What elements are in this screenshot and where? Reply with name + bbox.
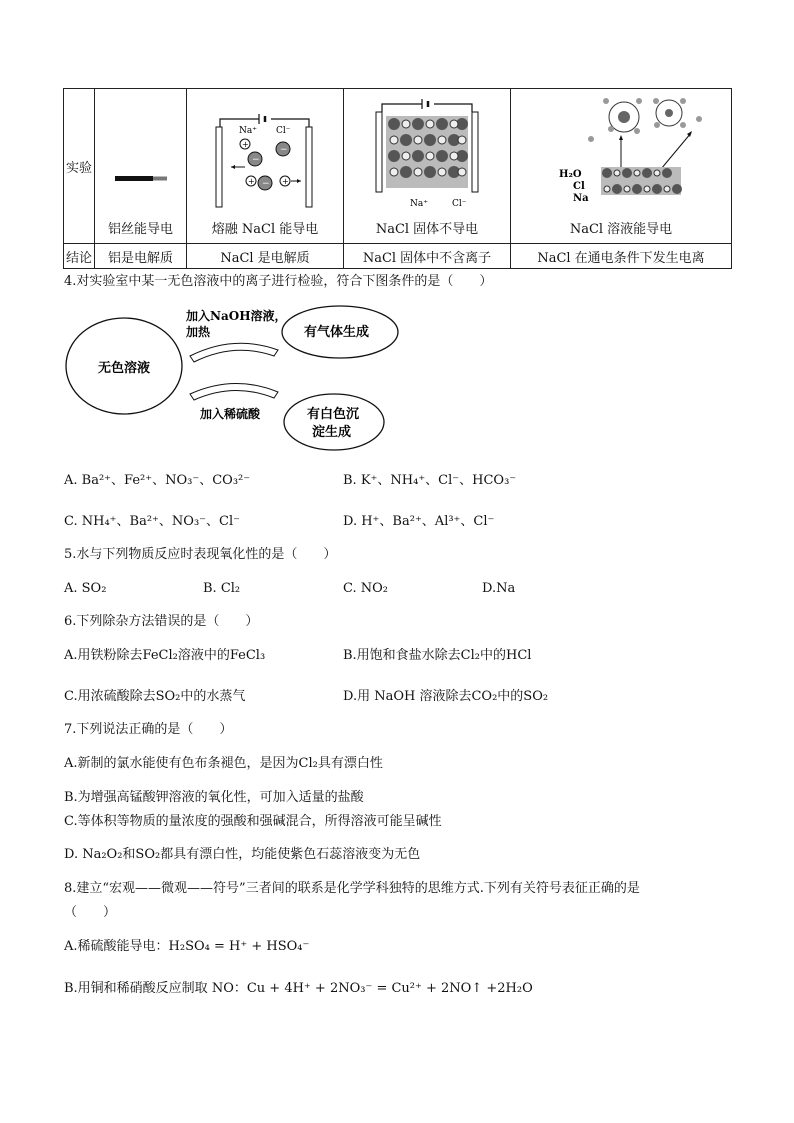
- h2o-label: H₂O: [559, 169, 582, 180]
- conclusion-4: NaCl 在通电条件下发生电离: [511, 244, 732, 269]
- q4-option-d: D. H⁺、Ba²⁺、Al³⁺、Cl⁻: [343, 514, 495, 529]
- na-label-2: Na: [573, 193, 589, 204]
- svg-text:+: +: [248, 177, 255, 186]
- q6-option-a: A.用铁粉除去FeCl₂溶液中的FeCl₃: [64, 648, 266, 663]
- conclusion-1: 铝是电解质: [95, 244, 187, 269]
- cl-minus-label: Cl⁻: [452, 199, 467, 209]
- q8-option-b: B.用铜和稀硝酸反应制取 NO：Cu + 4H⁺ + 2NO₃⁻ = Cu²⁺ + 2NO↑ +2H₂O: [64, 981, 533, 996]
- cl-label-2: Cl: [573, 181, 585, 192]
- experiment-table: [63, 88, 732, 269]
- q4-flow-diagram: [64, 298, 414, 458]
- arrow-upper: [190, 343, 278, 362]
- crystal-lattice: [386, 116, 468, 188]
- na-label: Na⁺: [239, 126, 257, 136]
- q4-option-b: B. K⁺、NH₄⁺、Cl⁻、HCO₃⁻: [343, 473, 517, 488]
- q7-option-b: B.为增强高锰酸钾溶液的氧化性，可加入适量的盐酸: [64, 790, 364, 805]
- result2-ellipse: [284, 394, 384, 450]
- solid-nacl-figure: [344, 96, 510, 214]
- q6-option-c: C.用浓硫酸除去SO₂中的水蒸气: [64, 689, 246, 704]
- solution-label: 无色溶液: [98, 361, 151, 376]
- row-label-conclusion: 结论: [64, 244, 95, 269]
- svg-text:+: +: [242, 140, 249, 149]
- q8-stem: 8.建立“宏观——微观——符号”三者间的联系是化学学科独特的思维方式.下列有关符号表征正确的是: [64, 881, 640, 896]
- nacl-solution-figure: [511, 89, 731, 214]
- caption-solution: NaCl 溶液能导电: [569, 222, 673, 237]
- svg-text:−: −: [262, 179, 270, 189]
- molten-nacl-figure: [187, 109, 343, 214]
- q7-stem: 7.下列说法正确的是（ ）: [64, 722, 233, 737]
- q5-stem: 5.水与下列物质反应时表现氧化性的是（ ）: [64, 547, 337, 562]
- q7-option-c: C.等体积等物质的量浓度的强酸和强碱混合，所得溶液可能呈碱性: [64, 814, 442, 829]
- cl-label: Cl⁻: [276, 126, 291, 136]
- arrow-lower: [190, 383, 278, 400]
- q6-option-d: D.用 NaOH 溶液除去CO₂中的SO₂: [343, 689, 549, 704]
- q7-option-a: A.新制的氯水能使有色布条褪色，是因为Cl₂具有漂白性: [64, 756, 383, 771]
- caption-solid: NaCl 固体不导电: [375, 222, 479, 237]
- q6-option-b: B.用饱和食盐水除去Cl₂中的HCl: [343, 648, 532, 663]
- q5-option-d: D.Na: [482, 581, 516, 596]
- na-plus-label: Na⁺: [410, 199, 428, 209]
- reagent2-label: 加入稀硫酸: [200, 407, 261, 421]
- result2-label-2: 淀生成: [312, 425, 352, 440]
- conclusion-3: NaCl 固体中不含离子: [344, 244, 511, 269]
- reagent1-label-2: 加热: [186, 325, 211, 339]
- q5-option-c: C. NO₂: [343, 581, 388, 596]
- q6-stem: 6.下列除杂方法错误的是（ ）: [64, 614, 259, 629]
- reagent1-label-1: 加入NaOH溶液，: [186, 309, 287, 323]
- cell-nacl-solution: [511, 89, 732, 244]
- aluminum-wire-figure: [95, 174, 186, 214]
- svg-text:−: −: [252, 155, 260, 165]
- row-label-experiment: 实验: [64, 89, 95, 244]
- q4-option-a: A. Ba²⁺、Fe²⁺、NO₃⁻、CO₃²⁻: [64, 473, 251, 488]
- svg-text:−: −: [280, 145, 288, 155]
- result1-label: 有气体生成: [304, 325, 370, 340]
- q5-option-b: B. Cl₂: [203, 581, 241, 596]
- caption-molten: 熔融 NaCl 能导电: [211, 222, 319, 237]
- cell-aluminum-wire: [95, 89, 187, 244]
- cell-solid-nacl: [344, 89, 511, 244]
- q8-stem-bracket: （ ）: [64, 905, 117, 920]
- q4-stem: 4.对实验室中某一无色溶液中的离子进行检验，符合下图条件的是（ ）: [64, 274, 493, 289]
- q5-option-a: A. SO₂: [64, 581, 107, 596]
- q7-option-d: D. Na₂O₂和SO₂都具有漂白性，均能使紫色石蕊溶液变为无色: [64, 847, 421, 862]
- solution-lattice: [601, 167, 682, 195]
- result2-label-1: 有白色沉: [307, 407, 360, 422]
- conclusion-2: NaCl 是电解质: [187, 244, 344, 269]
- q8-option-a: A.稀硫酸能导电：H₂SO₄ = H⁺ + HSO₄⁻: [64, 939, 310, 954]
- cell-molten-nacl: [187, 89, 344, 244]
- q4-option-c: C. NH₄⁺、Ba²⁺、NO₃⁻、Cl⁻: [64, 514, 240, 529]
- svg-text:+: +: [282, 177, 289, 186]
- caption-aluminum: 铝丝能导电: [107, 222, 173, 237]
